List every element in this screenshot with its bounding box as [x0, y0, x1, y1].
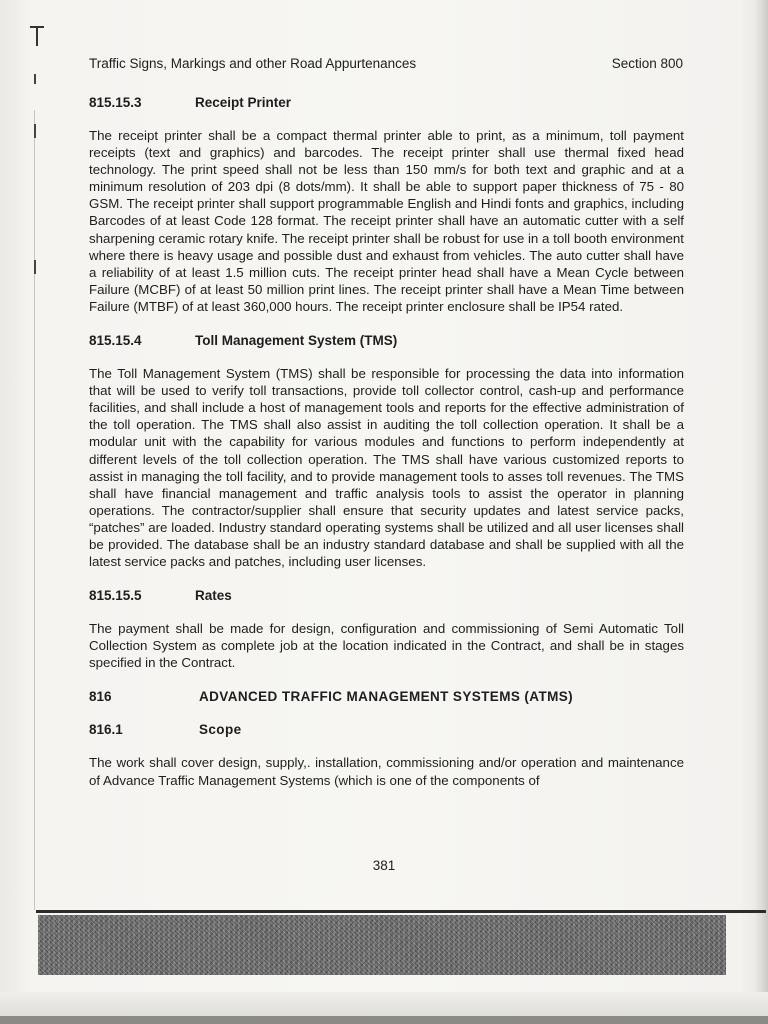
margin-tick-mark	[34, 74, 36, 84]
section-title: ADVANCED TRAFFIC MANAGEMENT SYSTEMS (ATMS)	[199, 689, 574, 705]
section-heading-scope	[89, 721, 684, 738]
section-number: 816.1	[89, 722, 123, 738]
scan-bottom-band	[38, 915, 726, 975]
section-title: Scope	[199, 722, 242, 738]
header-title: Traffic Signs, Markings and other Road Appurtenances	[89, 56, 417, 71]
bottom-rule	[36, 910, 766, 913]
section-number: 815.15.5	[89, 588, 142, 604]
section-title: Receipt Printer	[195, 95, 292, 110]
corner-crop-mark	[30, 20, 44, 48]
chapter-heading-atms	[89, 688, 684, 705]
margin-tick-mark	[34, 260, 36, 274]
running-header	[89, 56, 683, 71]
paragraph-rates: The payment shall be made for design, configuration and commissioning of Semi Automatic Toll Collection System as complete job at the location indicated in the Contract, and shall be in stages specified in the Contract.	[89, 621, 684, 671]
section-number: 815.15.4	[89, 333, 142, 349]
paragraph-scope: The work shall cover design, supply,. installation, commissioning and/or operation and maintenance of Advance Traffic Management Systems (which is one of the components of	[89, 755, 684, 788]
paragraph-tms: The Toll Management System (TMS) shall be responsible for processing the data into information that will be used to verify toll transactions, provide toll collector control, cash-up and performance facilities, and shall include a host of management tools and reports for the effective administration of the toll operation. The TMS shall also assist in auditing the toll collection operation. It shall be a modular unit with the capability for various modules and functions to perform independently at different levels of the toll collection operation. The TMS shall have various customized reports to assist in managing the toll facility, and to provide management tools to asses toll revenues. The TMS shall have financial management and traffic analysis tools to assist the operator in planning operations. The contractor/supplier shall ensure that security updates and latest service packs, “patches” are loaded. Industry standard operating systems shall be utilized and all user licenses shall be provided. The database shall be an industry standard database and shall be supplied with all the latest service packs and patches, including user licenses.	[89, 366, 684, 570]
header-section: Section 800	[611, 56, 683, 71]
section-title: Toll Management System (TMS)	[195, 333, 398, 349]
section-heading-receipt-printer	[89, 94, 684, 111]
document-body	[89, 94, 684, 806]
left-margin-line	[34, 110, 35, 910]
margin-tick-mark	[34, 124, 36, 138]
section-number: 815.15.3	[89, 95, 142, 110]
section-heading-rates	[89, 587, 684, 604]
page-number: 381	[372, 858, 396, 873]
section-heading-tms	[89, 332, 684, 349]
scan-bottom-edge	[0, 1016, 768, 1024]
paragraph-receipt-printer: The receipt printer shall be a compact thermal printer able to print, as a minimum, toll payment receipts (text and graphics) and barcodes. The receipt printer shall use thermal fixed head technology. The print speed shall not be less than 150 mm/s for both text and graphic and at a minimum resolution of 203 dpi (8 dots/mm). It shall be able to support paper thickness of 75 - 80 GSM. The receipt printer shall support programmable English and Hindi fonts and graphics, including Barcodes of at least Code 128 format. The receipt printer shall have an automatic cutter with a self sharpening ceramic rotary knife. The receipt printer shall be robust for use in a toll booth environment where there is heavy usage and possible dust and exhaust from vehicles. The auto cutter shall have a reliability of at least 1.5 million cuts. The receipt printer head shall have a Mean Cycle between Failure (MCBF) of at least 50 million print lines. The receipt printer shall have a Mean Time between Failure (MTBF) of at least 360,000 hours. The receipt printer enclosure shall be IP54 rated.	[89, 128, 684, 314]
section-number: 816	[89, 689, 112, 705]
section-title: Rates	[195, 588, 232, 604]
